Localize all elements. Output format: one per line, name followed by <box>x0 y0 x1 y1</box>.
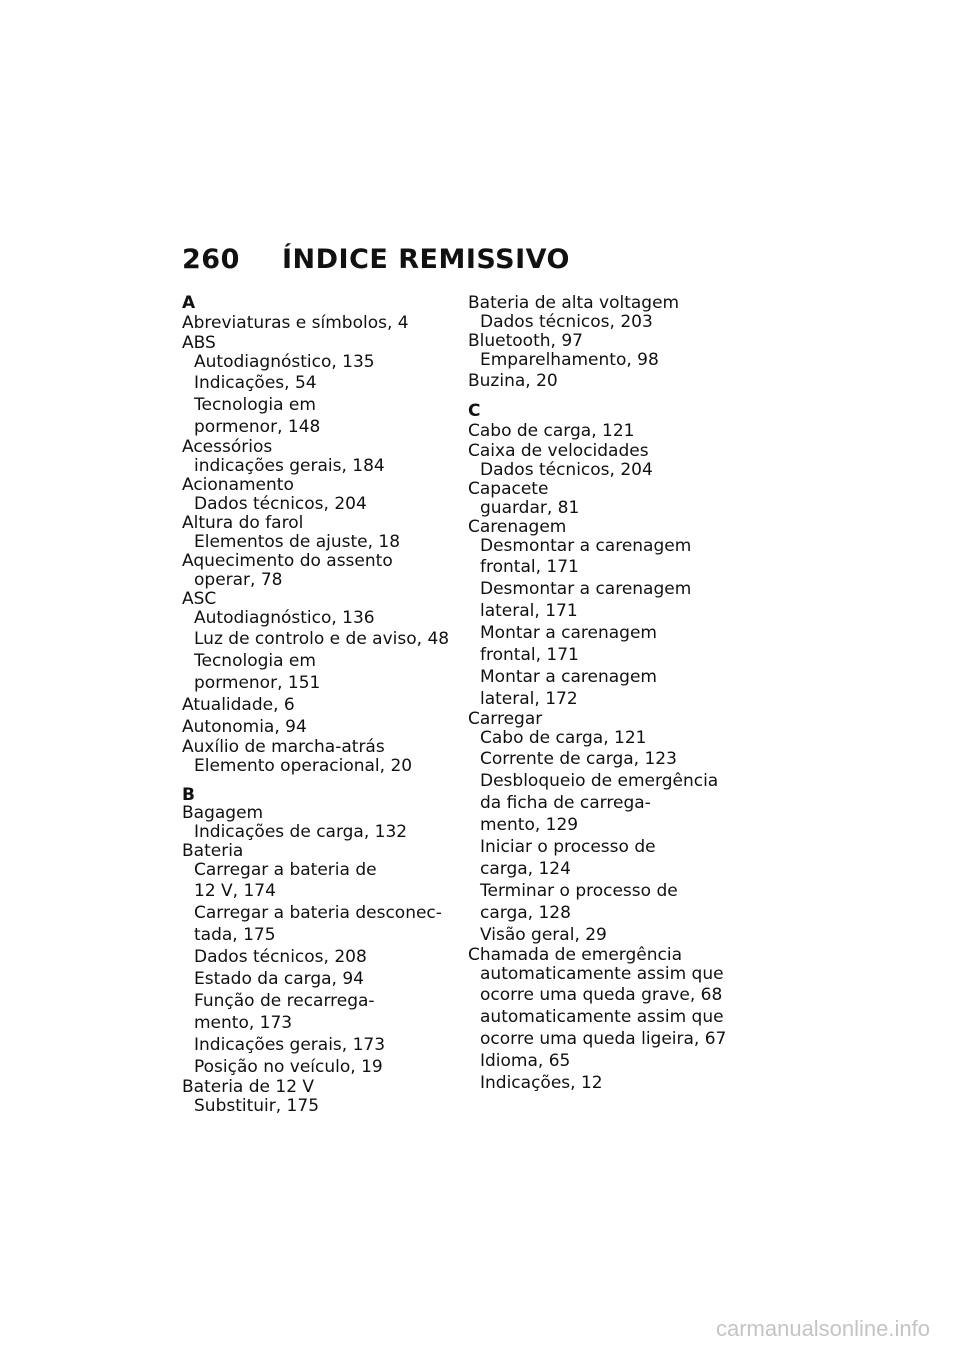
index-subentry: automaticamente assim que <box>480 964 724 984</box>
index-subentry: Indicações, 12 <box>480 1073 603 1093</box>
index-subentry: Luz de controlo e de aviso, 48 <box>194 629 450 649</box>
watermark: carmanualsonline.info <box>715 1316 930 1341</box>
index-subentry: Carregar a bateria de <box>194 860 377 880</box>
index-subentry: Dados técnicos, 203 <box>480 312 653 332</box>
index-subentry: lateral, 171 <box>480 601 578 621</box>
index-subentry: Função de recarrega- <box>194 991 375 1011</box>
index-entry: Altura do farol <box>182 513 304 533</box>
index-subentry: Indicações de carga, 132 <box>194 822 408 842</box>
index-subentry: guardar, 81 <box>480 498 580 518</box>
index-column-left <box>182 294 457 1116</box>
index-subentry: Dados técnicos, 204 <box>480 460 653 480</box>
index-subentry: Elementos de ajuste, 18 <box>194 532 401 552</box>
index-subentry: ocorre uma queda ligeira, 67 <box>480 1029 727 1049</box>
index-subentry: Emparelhamento, 98 <box>480 350 659 370</box>
index-subentry: da ficha de carrega- <box>480 793 651 813</box>
index-entry: Bagagem <box>182 803 264 823</box>
index-subentry: mento, 129 <box>480 815 579 835</box>
section-letter: B <box>182 785 195 805</box>
index-subentry: Montar a carenagem <box>480 667 657 687</box>
index-entry: Bateria de alta voltagem <box>468 293 680 313</box>
page-number: 260 <box>182 244 240 275</box>
index-entry: Atualidade, 6 <box>182 695 295 715</box>
index-entry: Caixa de velocidades <box>468 441 649 461</box>
index-column-right <box>468 294 743 1094</box>
page-title: ÍNDICE REMISSIVO <box>282 244 571 275</box>
index-subentry: Desmontar a carenagem <box>480 536 692 556</box>
index-subentry: Terminar o processo de <box>480 881 678 901</box>
index-subentry: ocorre uma queda grave, 68 <box>480 985 723 1005</box>
index-subentry: Idioma, 65 <box>480 1051 571 1071</box>
index-entry: Autonomia, 94 <box>182 717 307 737</box>
section-gap <box>468 392 743 402</box>
index-subentry: tada, 175 <box>194 925 276 945</box>
index-entry: Bateria de 12 V <box>182 1077 315 1097</box>
section-letter: C <box>468 401 481 421</box>
index-subentry: lateral, 172 <box>480 689 578 709</box>
index-subentry: Dados técnicos, 204 <box>194 494 367 514</box>
index-subentry: Desmontar a carenagem <box>480 579 692 599</box>
index-subentry: Carregar a bateria desconec- <box>194 903 442 923</box>
index-entry: ASC <box>182 589 217 609</box>
index-entry: Acionamento <box>182 475 294 495</box>
index-subentry: Tecnologia em <box>194 395 316 415</box>
index-entry: Carregar <box>468 709 543 729</box>
index-subentry: Corrente de carga, 123 <box>480 749 677 769</box>
index-subentry: 12 V, 174 <box>194 881 276 901</box>
index-entry: Bateria <box>182 841 244 861</box>
index-subentry: Autodiagnóstico, 136 <box>194 608 375 628</box>
index-subentry: Indicações, 54 <box>194 373 317 393</box>
index-subentry: frontal, 171 <box>480 557 579 577</box>
index-subentry: Substituir, 175 <box>194 1096 320 1116</box>
index-subentry: Posição no veículo, 19 <box>194 1057 383 1077</box>
index-subentry: carga, 128 <box>480 903 571 923</box>
index-subentry: Visão geral, 29 <box>480 925 607 945</box>
index-subentry: Montar a carenagem <box>480 623 657 643</box>
index-subentry: pormenor, 151 <box>194 673 321 693</box>
index-subentry: Elemento operacional, 20 <box>194 756 413 776</box>
index-entry: ABS <box>182 333 216 353</box>
index-entry: Auxílio de marcha-atrás <box>182 737 385 757</box>
index-entry: Aquecimento do assento <box>182 551 393 571</box>
index-entry: Bluetooth, 97 <box>468 331 583 351</box>
index-entry: Carenagem <box>468 517 567 537</box>
index-subentry: mento, 173 <box>194 1013 293 1033</box>
index-subentry: carga, 124 <box>480 859 571 879</box>
section-gap <box>182 776 457 786</box>
index-subentry: operar, 78 <box>194 570 283 590</box>
index-subentry: Autodiagnóstico, 135 <box>194 352 375 372</box>
index-subentry: Dados técnicos, 208 <box>194 947 367 967</box>
index-entry: Acessórios <box>182 437 273 457</box>
index-entry: Abreviaturas e símbolos, 4 <box>182 313 409 333</box>
index-subentry: Iniciar o processo de <box>480 837 656 857</box>
index-subentry: pormenor, 148 <box>194 417 321 437</box>
index-subentry: Tecnologia em <box>194 651 316 671</box>
index-subentry: Desbloqueio de emergência <box>480 771 719 791</box>
index-subentry: automaticamente assim que <box>480 1007 724 1027</box>
index-entry: Buzina, 20 <box>468 371 558 391</box>
index-entry: Chamada de emergência <box>468 945 682 965</box>
index-entry: Capacete <box>468 479 549 499</box>
index-subentry: frontal, 171 <box>480 645 579 665</box>
index-entry: Cabo de carga, 121 <box>468 421 635 441</box>
index-subentry: Estado da carga, 94 <box>194 969 364 989</box>
section-letter: A <box>182 293 196 313</box>
index-subentry: Indicações gerais, 173 <box>194 1035 386 1055</box>
index-subentry: Cabo de carga, 121 <box>480 728 647 748</box>
index-subentry: indicações gerais, 184 <box>194 456 385 476</box>
